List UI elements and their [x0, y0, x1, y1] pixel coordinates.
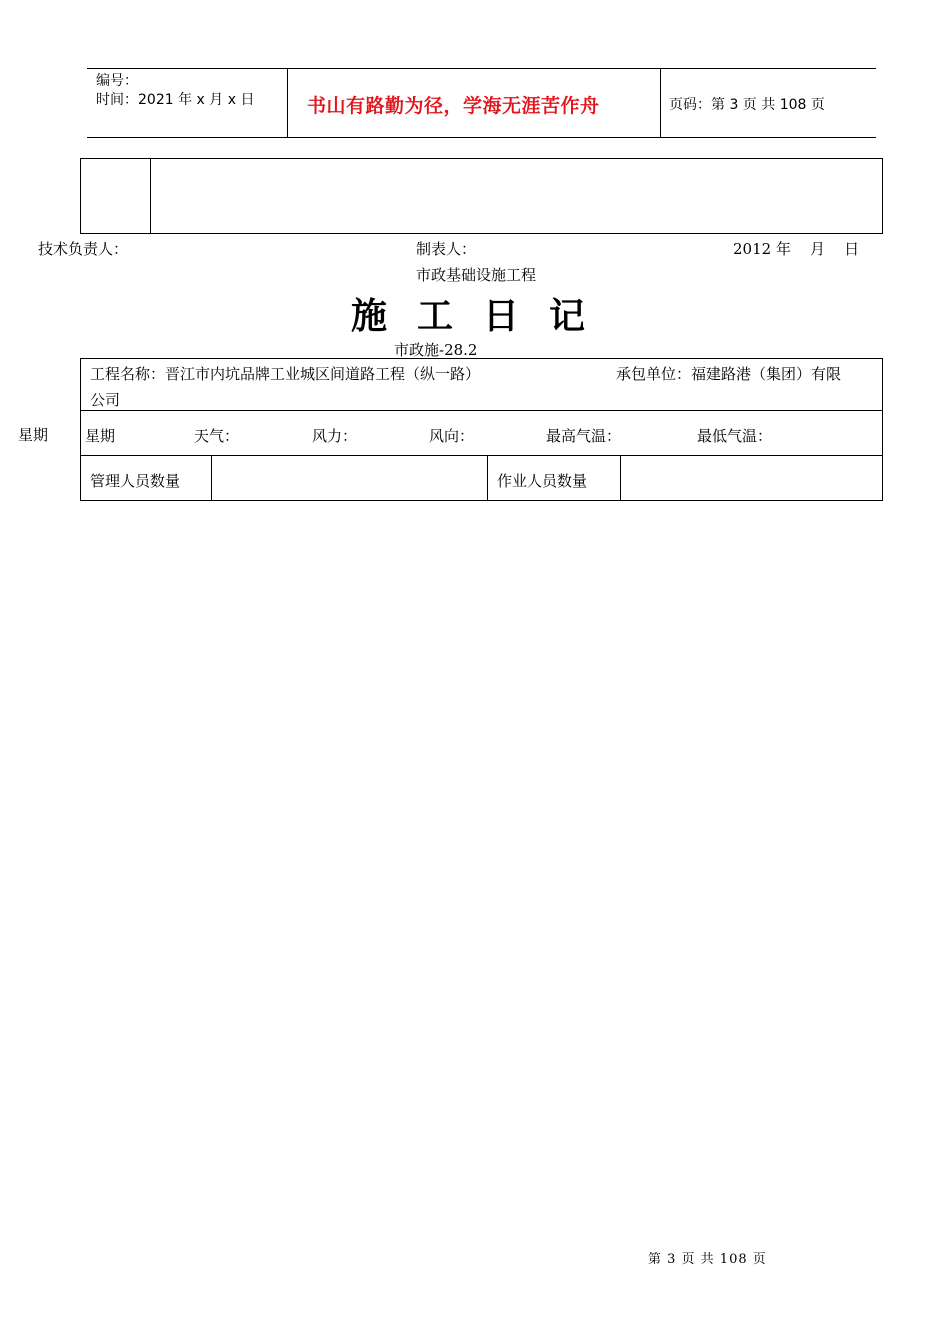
- table-divider: [487, 455, 488, 500]
- maker-label: 制表人：: [416, 240, 477, 258]
- header-divider: [660, 69, 661, 137]
- project-name: 工程名称：晋江市内坑品牌工业城区间道路工程（纵一路）: [90, 365, 481, 383]
- wind-force-label: 风力：: [312, 427, 358, 445]
- min-temp-label: 最低气温：: [697, 427, 773, 445]
- tech-lead-label: 技术负责人：: [38, 240, 129, 258]
- workers-count-label: 作业人员数量: [497, 472, 588, 490]
- time-label: 时间：2021 年 x 月 x 日: [96, 92, 255, 108]
- form-title: 施工日记: [351, 295, 616, 337]
- form-subtitle: 市政基础设施工程: [416, 266, 537, 284]
- page-number: 页码：第 3 页 共 108 页: [669, 97, 825, 113]
- motto: 书山有路勤为径，学海无涯苦作舟: [307, 95, 600, 117]
- contractor-cont: 公司: [90, 391, 121, 409]
- blank-table: [80, 158, 883, 234]
- header-meta: [96, 72, 254, 110]
- weekday-label: 星期: [85, 427, 116, 445]
- wind-direction-label: 风向：: [429, 427, 475, 445]
- max-temp-label: 最高气温：: [546, 427, 622, 445]
- table-divider: [211, 455, 212, 500]
- header-divider: [287, 69, 288, 137]
- diary-table: [80, 358, 883, 501]
- table-rule: [81, 455, 882, 456]
- number-label: 编号：: [96, 73, 138, 89]
- date-label: 2012 年 月 日: [733, 240, 860, 258]
- contractor: 承包单位：福建路港（集团）有限: [616, 365, 842, 383]
- table-rule: [81, 410, 882, 411]
- page-header: [87, 68, 876, 138]
- page-footer: 第 3 页 共 108 页: [648, 1252, 767, 1267]
- blank-table-divider: [150, 159, 151, 233]
- form-code: 市政施-28.2: [394, 341, 478, 359]
- weather-label: 天气：: [194, 427, 240, 445]
- weekday-margin-label: 星期: [18, 426, 49, 444]
- table-divider: [620, 455, 621, 500]
- managers-count-label: 管理人员数量: [90, 472, 181, 490]
